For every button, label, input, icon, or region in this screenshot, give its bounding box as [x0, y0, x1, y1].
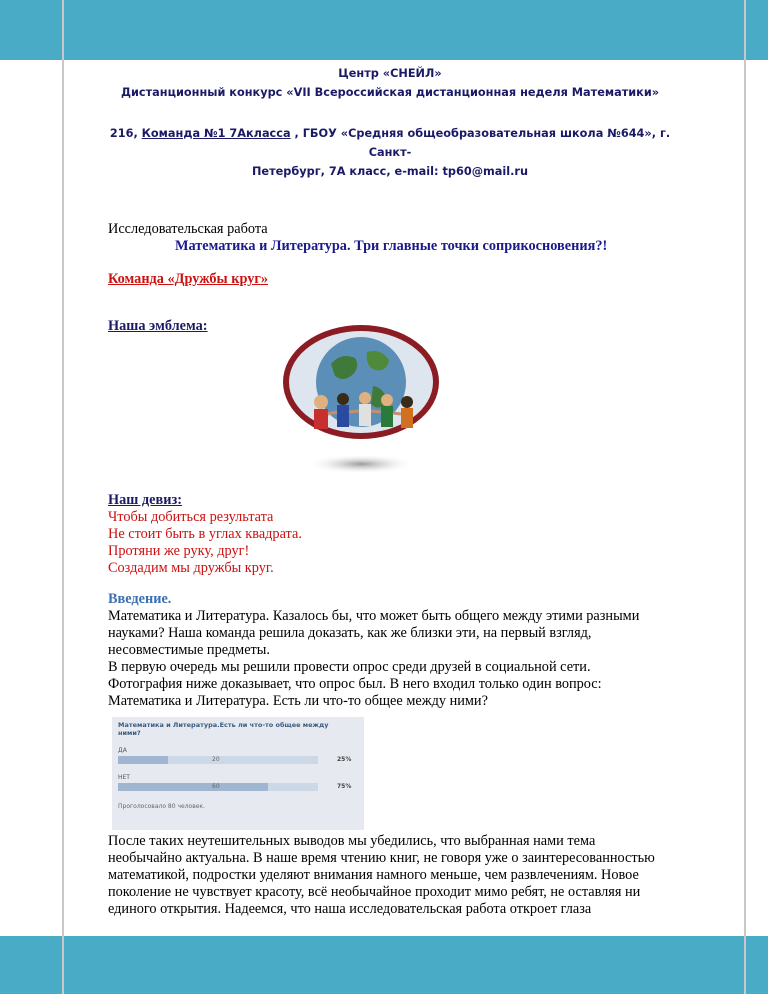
team-name: Команда «Дружбы круг» [108, 271, 269, 287]
motto-line-3: Протяни же руку, друг! [108, 543, 250, 559]
poll-bar-no-fill [118, 783, 268, 791]
right-margin-line [744, 0, 746, 994]
header-line-1: Центр «СНЕЙЛ» [338, 67, 442, 80]
motto-line-4: Создадим мы дружбы круг. [108, 560, 274, 576]
after-line-3: математикой, подростки уделяют внимания намного меньше, чем развлечениям. Новое [108, 867, 639, 883]
team-link: Команда №1 7Акласса [141, 127, 291, 140]
poll-option-yes-label: ДА [118, 747, 127, 754]
poll-photo [112, 717, 364, 830]
bottom-color-band [0, 936, 768, 994]
intro-line-4: В первую очередь мы решили провести опрос среди друзей в социальной сети. [108, 659, 591, 675]
motto-label: Наш девиз: [108, 492, 182, 508]
top-color-band [0, 0, 768, 60]
left-margin-line [62, 0, 64, 994]
poll-count-yes: 20 [212, 756, 220, 763]
intro-line-3: несовместимые предметы. [108, 642, 270, 658]
poll-total: Проголосовало 80 человек. [118, 803, 205, 810]
header-organizer [100, 64, 680, 102]
after-line-1: После таких неутешительных выводов мы убедились, что выбранная нами тема [108, 833, 596, 849]
after-line-5: единого открытия. Надеемся, что наша исследовательская работа откроет глаза [108, 901, 592, 917]
poll-bar-yes [118, 756, 318, 764]
header-participant [100, 124, 680, 181]
header-line-3: 216, Команда №1 7Акласса , ГБОУ «Средняя общеобразовательная школа №644», г. Санкт- [109, 127, 671, 159]
after-line-2: необычайно актуальна. В наше время чтению книг, не говоря уже о заинтересованностью [108, 850, 655, 866]
header-line-4: Петербург, 7А класс, e-mail: tp60@mail.ru [251, 165, 529, 178]
research-title: Математика и Литература. Три главные точки соприкосновения?! [175, 238, 608, 254]
poll-percent-no: 75% [337, 783, 352, 790]
poll-option-no-label: НЕТ [118, 774, 130, 781]
motto-line-1: Чтобы добиться результата [108, 509, 274, 525]
after-line-4: поколение не чувствует красоту, всё необычайное проходит мимо ребят, не оставляя ни [108, 884, 641, 900]
intro-line-5: Фотография ниже доказывает, что опрос был. В него входил только один вопрос: [108, 676, 602, 692]
poll-bar-no [118, 783, 318, 791]
poll-question: Математика и Литература.Есть ли что-то общее между ними? [118, 721, 329, 737]
intro-line-2: науками? Наша команда решила доказать, как же близки эти, на первый взгляд, [108, 625, 592, 641]
intro-heading: Введение. [108, 591, 172, 607]
poll-bar-yes-fill [118, 756, 168, 764]
research-label: Исследовательская работа [108, 221, 268, 237]
poll-percent-yes: 25% [337, 756, 352, 763]
team-emblem-image [281, 324, 441, 472]
poll-count-no: 60 [212, 783, 220, 790]
intro-line-1: Математика и Литература. Казалось бы, что может быть общего между этими разными [108, 608, 640, 624]
intro-line-6: Математика и Литература. Есть ли что-то общее между ними? [108, 693, 488, 709]
motto-line-2: Не стоит быть в углах квадрата. [108, 526, 302, 542]
emblem-label: Наша эмблема: [108, 318, 208, 334]
header-line-2: Дистанционный конкурс «VII Всероссийская дистанционная неделя Математики» [120, 86, 660, 99]
